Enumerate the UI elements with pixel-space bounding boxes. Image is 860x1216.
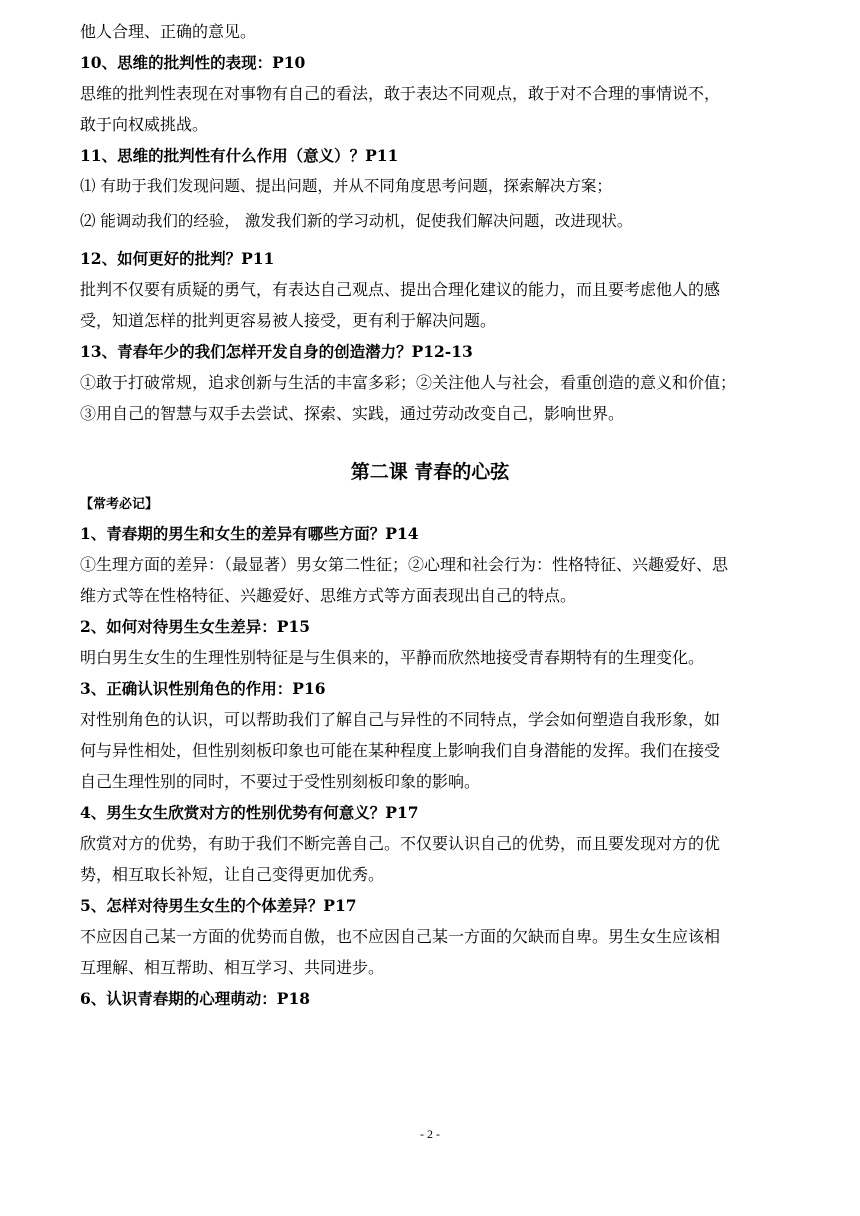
answer-line: ③用自己的智慧与双手去尝试、探索、实践，通过劳动改变自己，影响世界。	[80, 404, 625, 423]
question-2: 2、如何对待男生女生差异：P15	[80, 617, 311, 636]
answer-item: ⑵ 能调动我们的经验， 激发我们新的学习动机，促使我们解决问题，改进现状。	[80, 212, 633, 230]
answer-line: 不应因自己某一方面的优势而自傲，也不应因自己某一方面的欠缺而自卑。男生女生应该相	[80, 927, 721, 946]
page-number: - 2 -	[420, 1127, 440, 1141]
question-1: 1、青春期的男生和女生的差异有哪些方面？P14	[80, 524, 419, 543]
answer-line: 思维的批判性表现在对事物有自己的看法，敢于表达不同观点，敢于对不合理的事情说不，	[80, 84, 721, 103]
lesson-title: 第二课 青春的心弦	[350, 461, 510, 483]
answer-line: 明白男生女生的生理性别特征是与生俱来的，平静而欣然地接受青春期特有的生理变化。	[80, 648, 705, 667]
answer-line: 势，相互取长补短，让自己变得更加优秀。	[80, 865, 385, 884]
answer-line: 敢于向权威挑战。	[80, 115, 209, 134]
question-3: 3、正确认识性别角色的作用：P16	[80, 679, 326, 698]
question-11: 11、思维的批判性有什么作用（意义）？P11	[80, 146, 399, 165]
answer-line: 批判不仅要有质疑的勇气，有表达自己观点、提出合理化建议的能力，而且要考虑他人的感	[80, 280, 721, 299]
paragraph: 他人合理、正确的意见。	[80, 22, 257, 41]
section-tag: 【常考必记】	[80, 497, 159, 512]
answer-line: ①敢于打破常规，追求创新与生活的丰富多彩；②关注他人与社会，看重创造的意义和价值；	[80, 373, 737, 392]
answer-line: 互理解、相互帮助、相互学习、共同进步。	[80, 958, 385, 977]
question-6: 6、认识青春期的心理萌动：P18	[80, 989, 311, 1008]
answer-item: ⑴ 有助于我们发现问题、提出问题，并从不同角度思考问题，探索解决方案；	[80, 177, 612, 195]
question-10: 10、思维的批判性的表现：P10	[80, 53, 306, 72]
answer-line: ①生理方面的差异：（最显著）男女第二性征；②心理和社会行为：性格特征、兴趣爱好、思	[80, 555, 729, 574]
question-4: 4、男生女生欣赏对方的性别优势有何意义？P17	[80, 803, 419, 822]
question-13: 13、青春年少的我们怎样开发自身的创造潜力？P12-13	[80, 342, 473, 361]
question-12: 12、如何更好的批判？P11	[80, 249, 275, 268]
answer-line: 何与异性相处，但性别刻板印象也可能在某种程度上影响我们自身潜能的发挥。我们在接受	[80, 741, 721, 760]
answer-line: 维方式等在性格特征、兴趣爱好、思维方式等方面表现出自己的特点。	[80, 586, 577, 605]
answer-line: 受，知道怎样的批判更容易被人接受，更有利于解决问题。	[80, 311, 497, 330]
answer-line: 对性别角色的认识，可以帮助我们了解自己与异性的不同特点，学会如何塑造自我形象，如	[80, 710, 721, 729]
document-page	[80, 12, 780, 1014]
answer-line: 自己生理性别的同时，不要过于受性别刻板印象的影响。	[80, 772, 481, 791]
answer-line: 欣赏对方的优势，有助于我们不断完善自己。不仅要认识自己的优势，而且要发现对方的优	[80, 834, 721, 853]
question-5: 5、怎样对待男生女生的个体差异？P17	[80, 896, 357, 915]
